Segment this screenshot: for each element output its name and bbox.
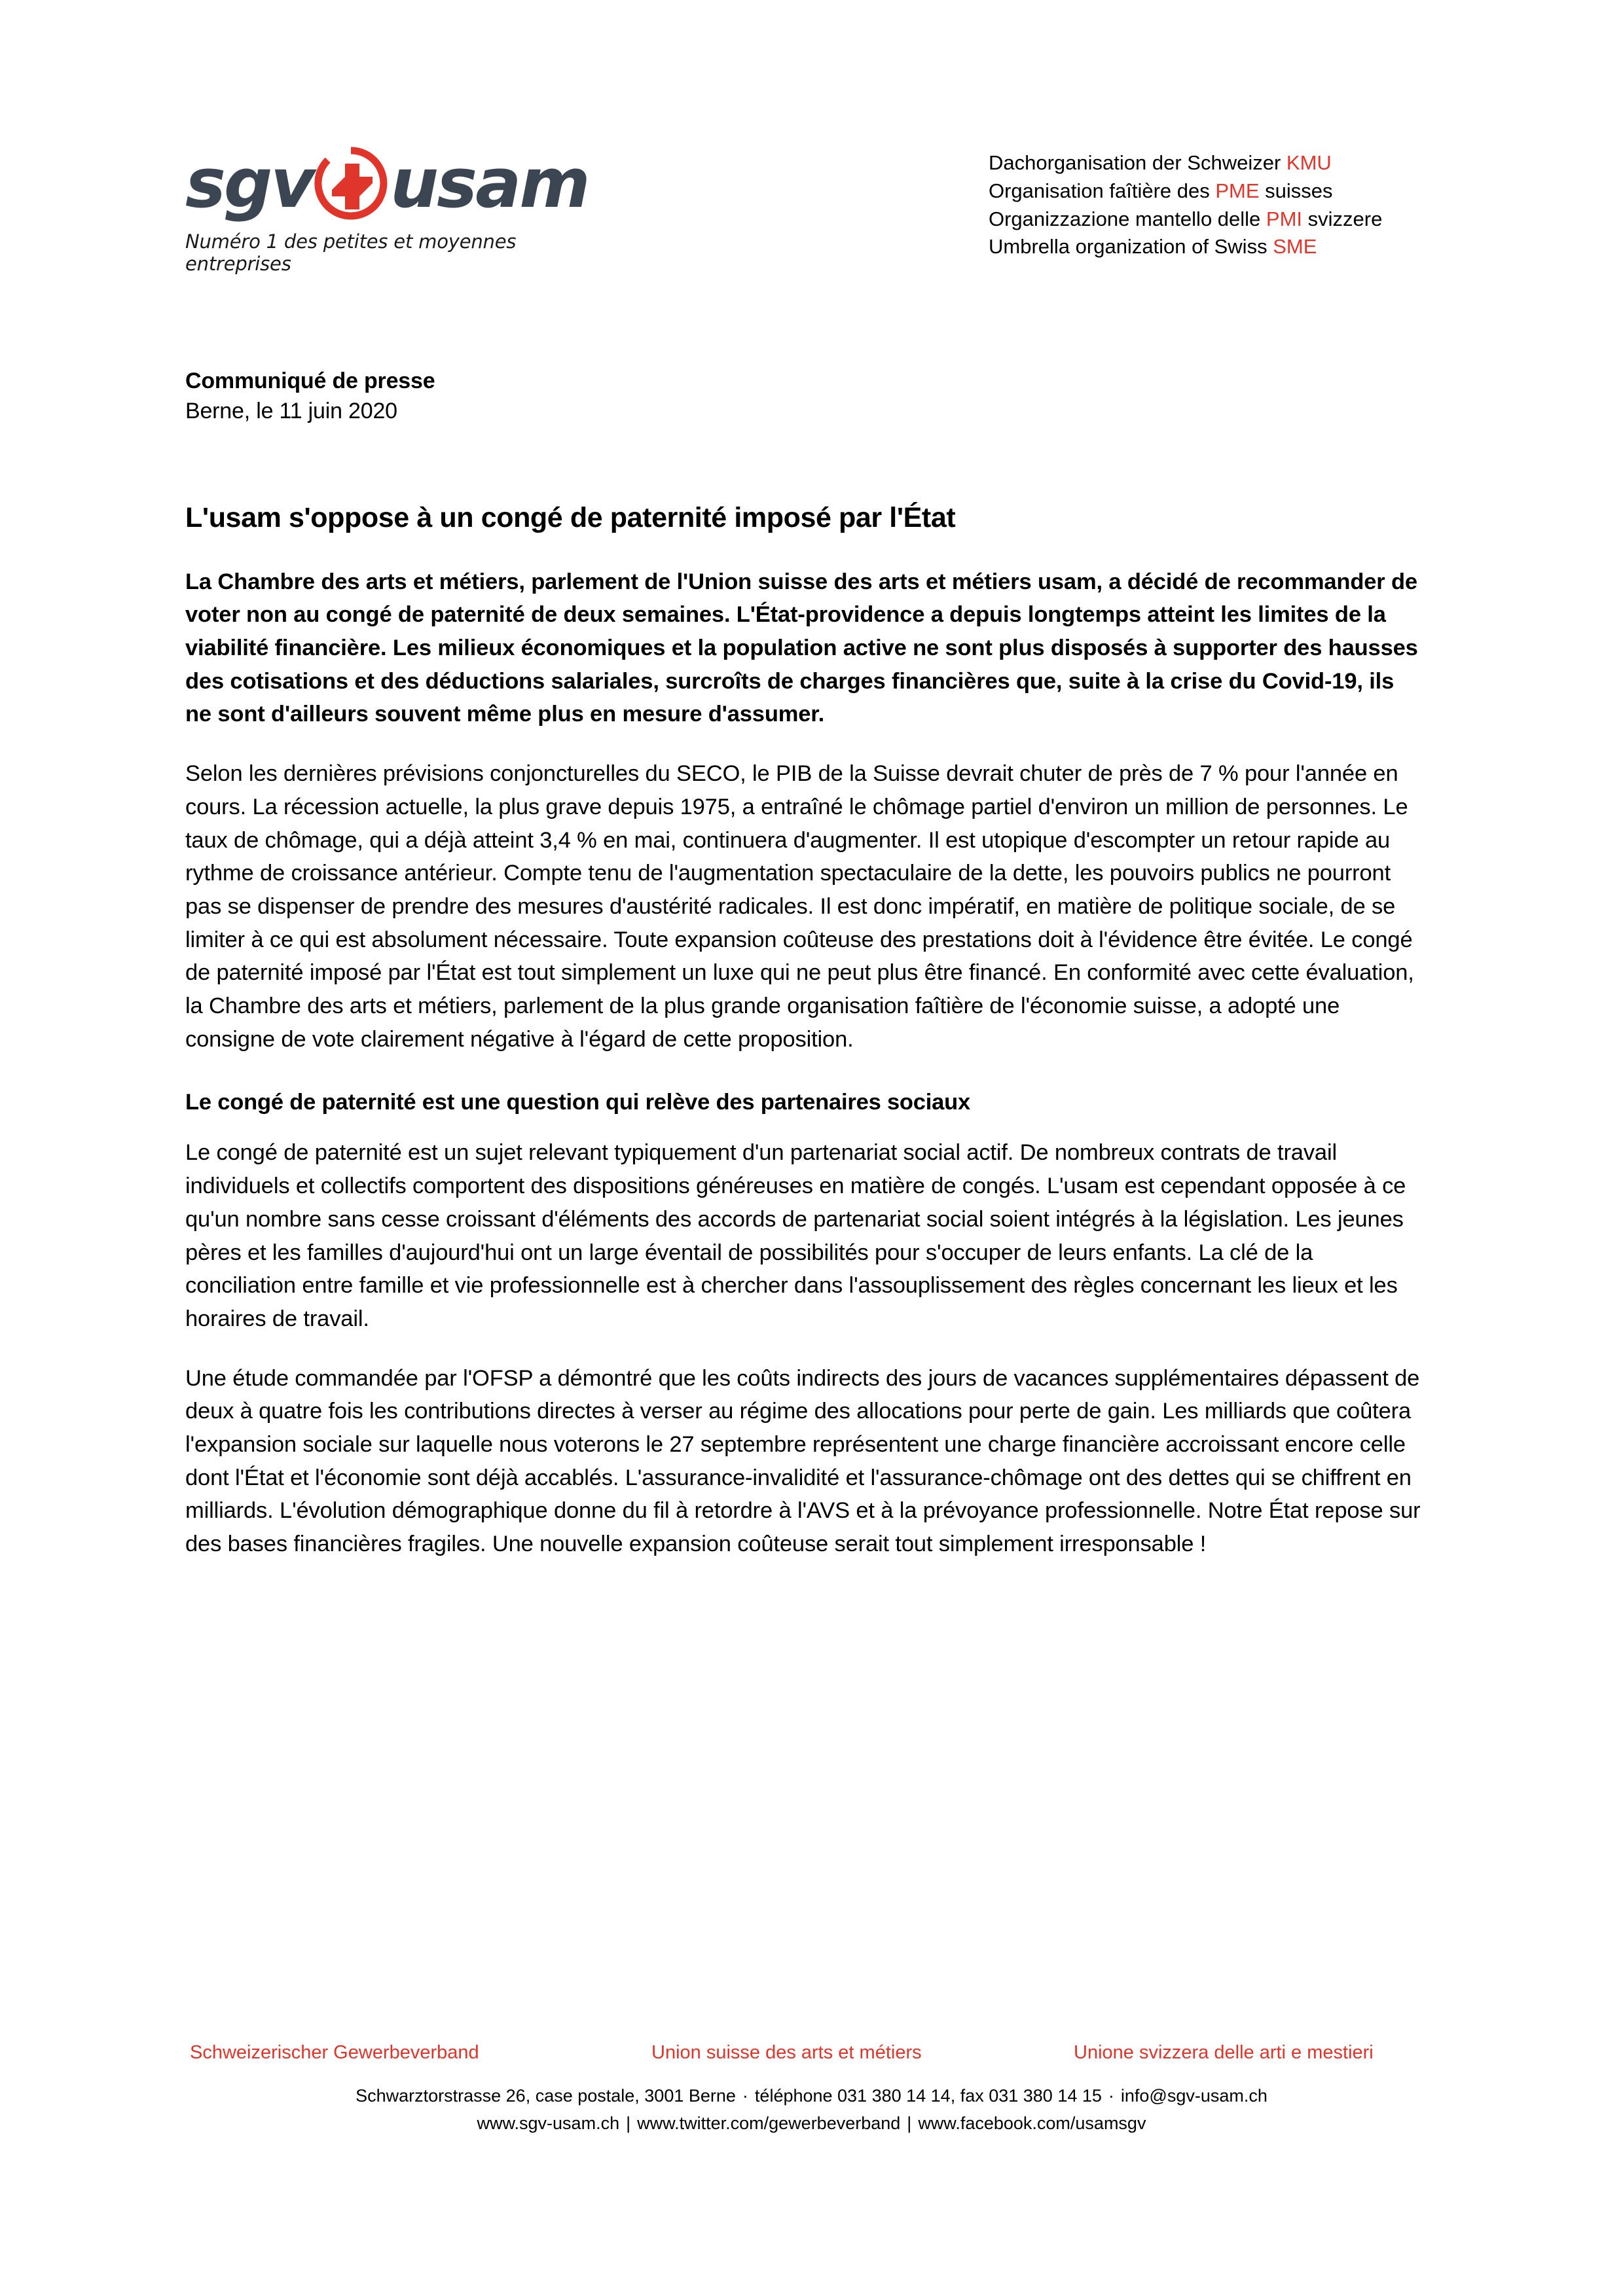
press-release-date: Berne, le 11 juin 2020 xyxy=(185,398,397,423)
footer-org-it: Unione svizzera delle arti e mestieri xyxy=(1074,2042,1374,2063)
footer-sep-3: | xyxy=(626,2113,631,2133)
language-line-de xyxy=(989,149,1382,177)
footer-sep-4: | xyxy=(907,2113,912,2133)
language-line-de-prefix: Dachorganisation der Schweizer xyxy=(989,151,1286,174)
sgv-usam-logo xyxy=(185,144,604,275)
language-line-it-suffix: svizzere xyxy=(1302,207,1383,230)
footer-contact-line-2 xyxy=(0,2110,1623,2138)
section-subheading: Le congé de paternité est une question qui relève des partenaires sociaux xyxy=(185,1089,971,1115)
swiss-cross-circle-icon xyxy=(314,147,388,220)
language-subtitles xyxy=(989,149,1382,261)
page-title: L'usam s'oppose à un congé de paternité imposé par l'État xyxy=(185,501,956,533)
footer-sep-2: · xyxy=(1108,2086,1114,2106)
footer-address: Schwarztorstrasse 26, case postale, 3001 Berne xyxy=(356,2086,736,2106)
language-line-it-accent: PMI xyxy=(1266,207,1303,230)
logo-word-usam: usam xyxy=(390,143,589,223)
document-footer xyxy=(0,2042,1623,2138)
footer-facebook-link[interactable]: www.facebook.com/usamsgv xyxy=(918,2113,1146,2133)
footer-twitter-link[interactable]: www.twitter.com/gewerbeverband xyxy=(637,2113,901,2133)
footer-contact-line-1 xyxy=(0,2083,1623,2110)
body-paragraph-2: Le congé de paternité est un sujet relevant typiquement d'un partenariat social actif. De nombreux contrats de travail individuels et collectifs comportent des dispositions généreuses en matière de congés. L'usam est cependant opposée à ce qu'un nombre sans cesse croissant d'éléments des accords de partenariat social soient intégrés à la législation. Les jeunes pères et les familles d'aujourd'hui ont un large éventail de possibilités pour s'occuper de leurs enfants. La clé de la conciliation entre famille et vie professionnelle est à chercher dans l'assouplissement des règles concernant les lieux et les horaires de travail. xyxy=(185,1140,1406,1331)
footer-email[interactable]: info@sgv-usam.ch xyxy=(1120,2086,1267,2106)
body-paragraph-3: Une étude commandée par l'OFSP a démontré que les coûts indirects des jours de vacances supplémentaires dépassent de deux à quatre fois les contributions directes à verser au régime des allocations pour perte de gain. Les milliards que coûtera l'expansion sociale sur laquelle nous voterons le 27 septembre représentent une charge financière accroissant encore celle dont l'État et l'économie sont déjà accablés. L'assurance-invalidité et l'assurance-chômage ont des dettes qui se chiffrent en milliards. L'évolution démographique donne du fil à retordre à l'AVS et à la prévoyance professionnelle. Notre État repose sur des bases financières fragiles. Une nouvelle expansion coûteuse serait tout simplement irresponsable ! xyxy=(185,1365,1421,1557)
lead-paragraph: La Chambre des arts et métiers, parlement de l'Union suisse des arts et métiers usam, a décidé de recommander de voter non au congé de paternité de deux semaines. L'État-providence a depuis longtemps atteint les limites de la viabilité financière. Les milieux économiques et la population active ne sont plus disposés à supporter des hausses des cotisations et des déductions salariales, surcroîts de charges financières que, suite à la crise du Covid-19, ils ne sont d'ailleurs souvent même plus en mesure d'assumer. xyxy=(185,569,1418,727)
logo-wordmark xyxy=(185,144,604,223)
language-line-fr-accent: PME xyxy=(1215,179,1260,202)
language-line-fr-prefix: Organisation faîtière des xyxy=(989,179,1216,202)
footer-sep-1: · xyxy=(742,2086,748,2106)
footer-org-de: Schweizerischer Gewerbeverband xyxy=(190,2042,479,2063)
document-header xyxy=(0,131,1623,281)
language-line-en-accent: SME xyxy=(1273,235,1317,259)
language-line-de-accent: KMU xyxy=(1286,151,1332,174)
footer-website-link[interactable]: www.sgv-usam.ch xyxy=(477,2113,620,2133)
logo-word-sgv: sgv xyxy=(185,143,314,223)
logo-tagline: Numéro 1 des petites et moyennes entreprises xyxy=(185,230,517,275)
language-line-fr xyxy=(989,177,1382,206)
language-line-fr-suffix: suisses xyxy=(1259,179,1333,202)
language-line-it-prefix: Organizzazione mantello delle xyxy=(989,207,1266,230)
footer-organization-names xyxy=(0,2042,1623,2076)
footer-phone: téléphone 031 380 14 14, fax 031 380 14 15 xyxy=(754,2086,1102,2106)
document-body xyxy=(185,367,1426,1583)
press-release-label: Communiqué de presse xyxy=(185,368,435,393)
footer-contact-info xyxy=(0,2083,1623,2138)
language-line-en-prefix: Umbrella organization of Swiss xyxy=(989,235,1273,259)
language-line-en xyxy=(989,233,1382,261)
language-line-it xyxy=(989,206,1382,234)
body-paragraph-1: Selon les dernières prévisions conjoncturelles du SECO, le PIB de la Suisse devrait chuter de près de 7 % pour l'année en cours. La récession actuelle, la plus grave depuis 1975, a entraîné le chômage partiel d'environ un million de personnes. Le taux de chômage, qui a déjà atteint 3,4 % en mai, continuera d'augmenter. Il est utopique d'escompter un retour rapide au rythme de croissance antérieur. Compte tenu de l'augmentation spectaculaire de la dette, les pouvoirs publics ne pourront pas se dispenser de prendre des mesures d'austérité radicales. Il est donc impératif, en matière de politique sociale, de se limiter à ce qui est absolument nécessaire. Toute expansion coûteuse des prestations doit à l'évidence être évitée. Le congé de paternité imposé par l'État est tout simplement un luxe qui ne peut plus être financé. En conformité avec cette évaluation, la Chambre des arts et métiers, parlement de la plus grande organisation faîtière de l'économie suisse, a adopté une consigne de vote clairement négative à l'égard de cette proposition. xyxy=(185,761,1414,1052)
footer-org-fr: Union suisse des arts et métiers xyxy=(651,2042,922,2063)
